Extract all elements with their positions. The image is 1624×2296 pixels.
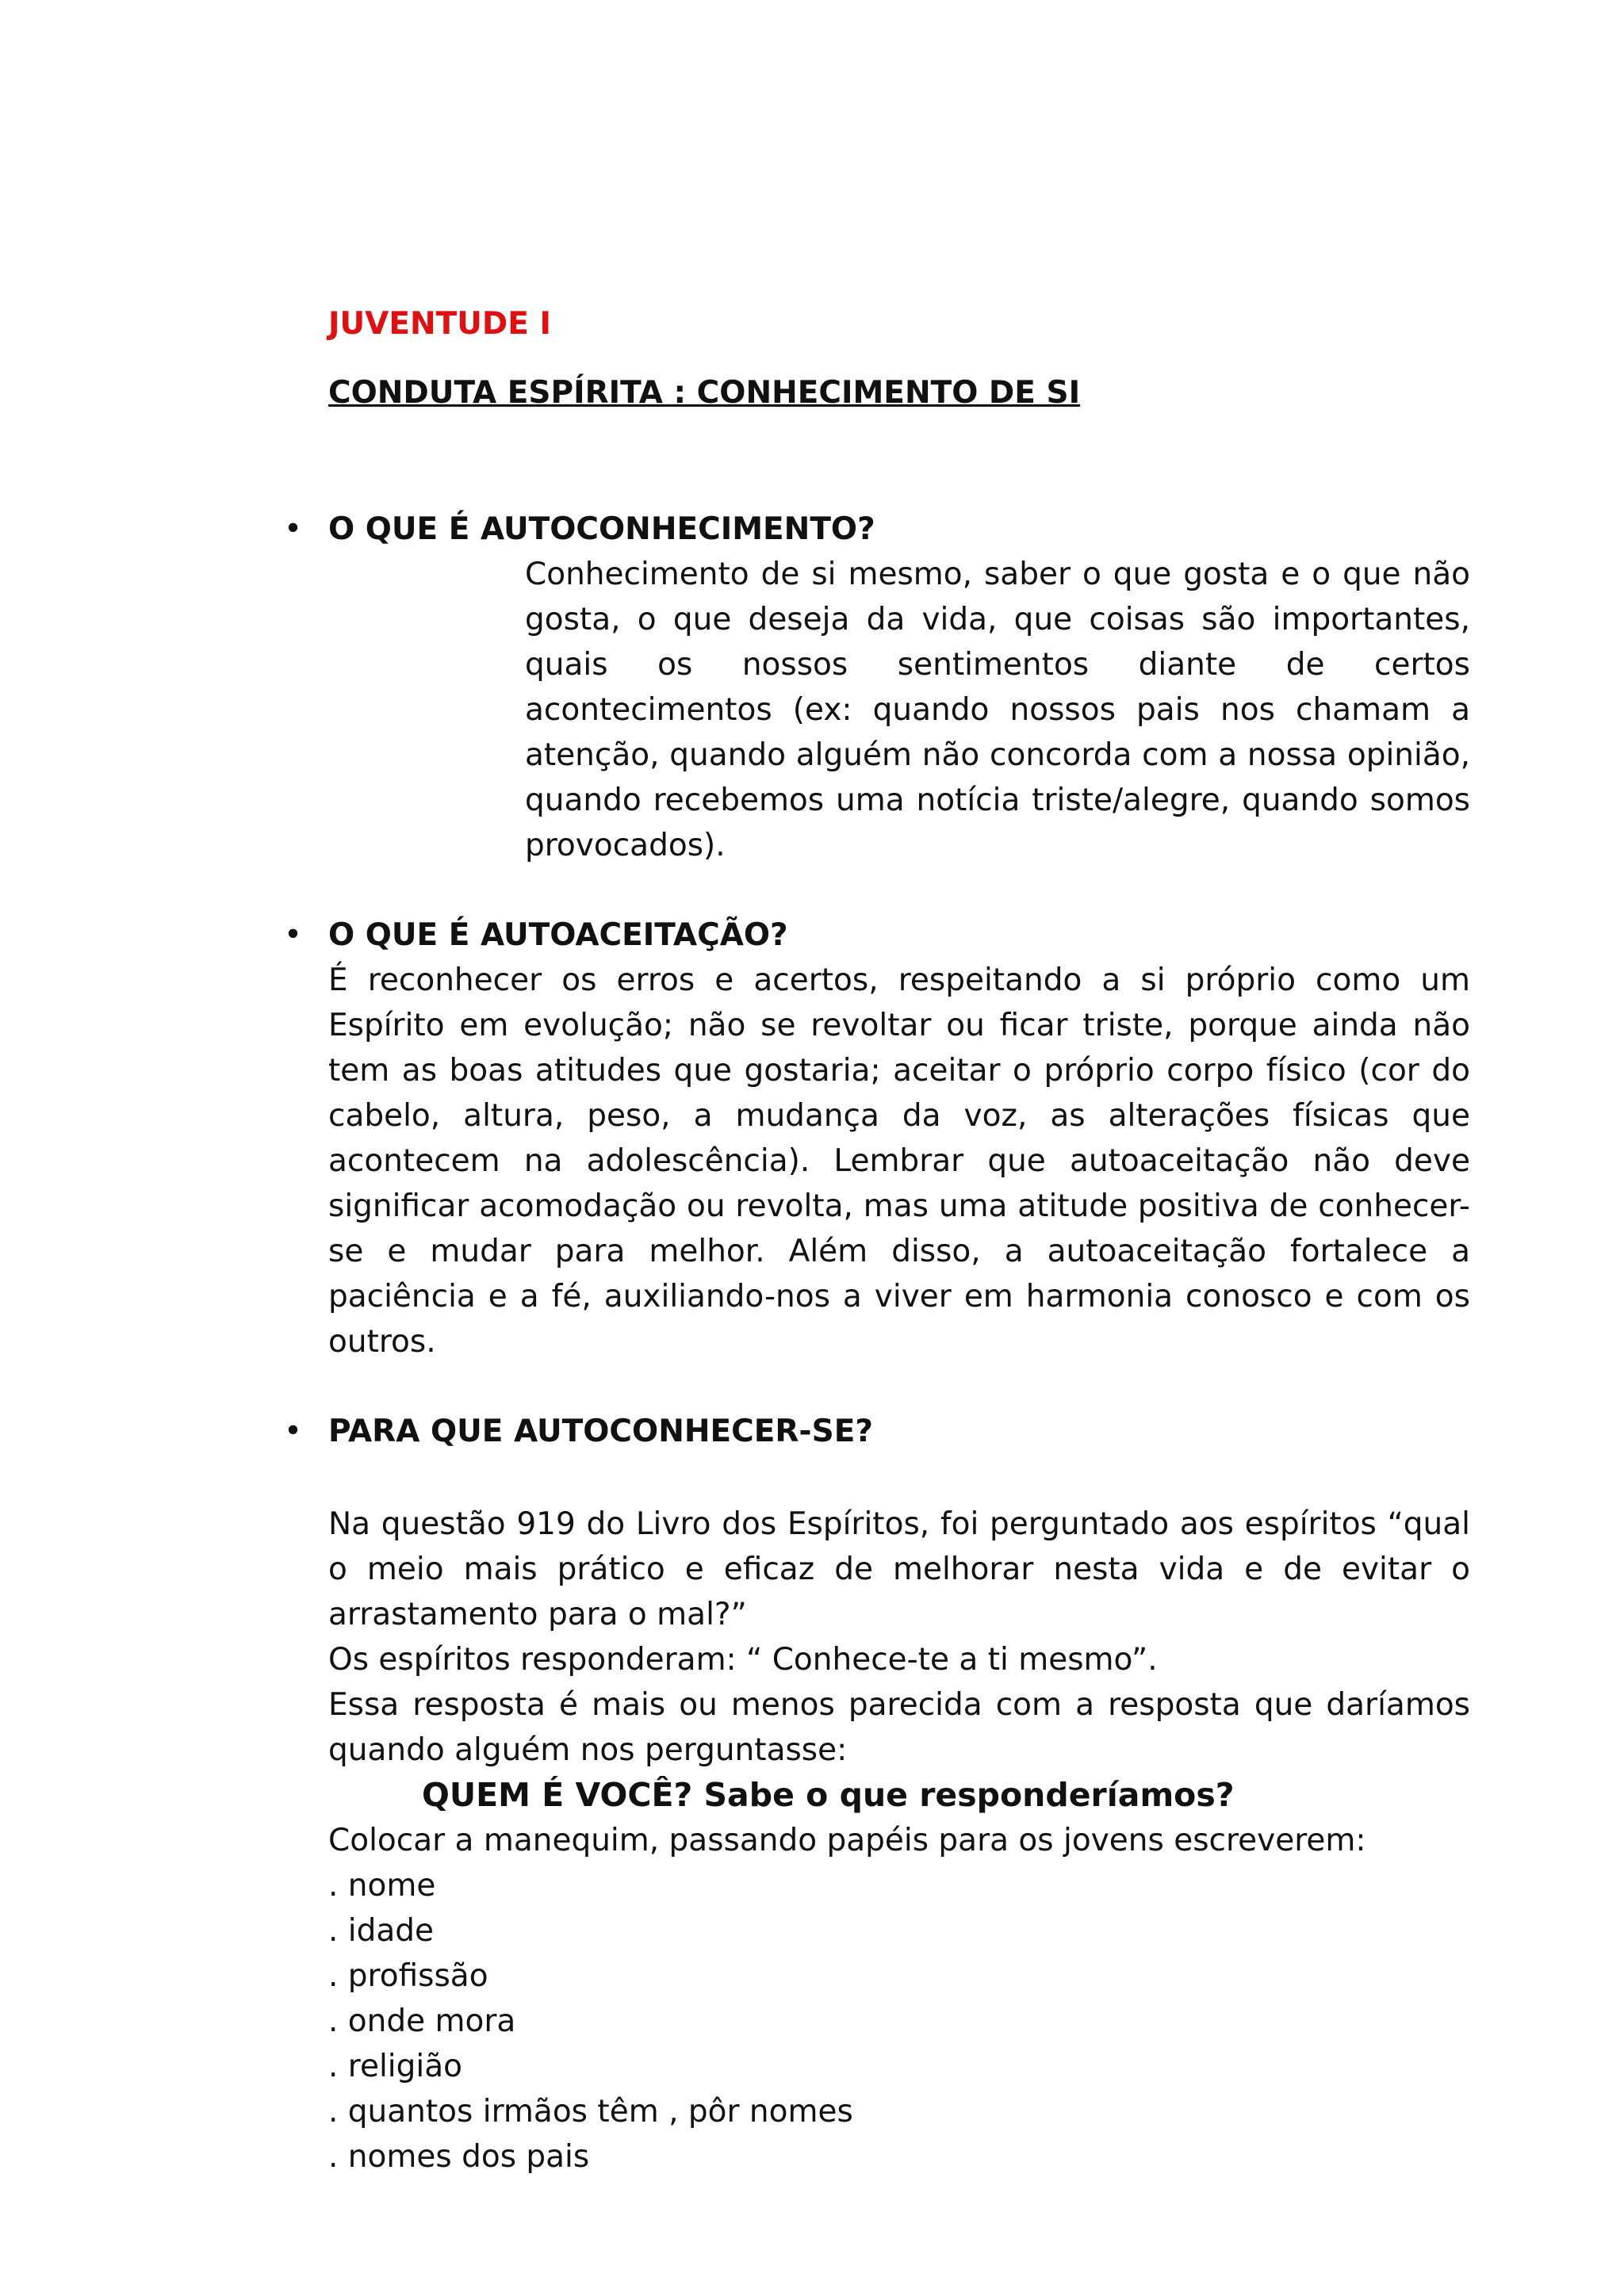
section-autoaceitacao xyxy=(284,913,1470,1364)
section-heading-text: PARA QUE AUTOCONHECER-SE? xyxy=(328,1414,873,1449)
section-heading xyxy=(284,507,1470,552)
section-autoconhecimento xyxy=(284,507,1470,868)
list-item: . profissão xyxy=(328,1958,488,1994)
document-title: JUVENTUDE I xyxy=(328,306,552,342)
section-heading xyxy=(284,1409,1470,1454)
paragraph-question-919: Na questão 919 do Livro dos Espíritos, foi perguntado aos espíritos “qual o meio mais prático e eficaz de melhorar nesta vida e de evitar o arrastamento para o mal?” xyxy=(328,1506,1470,1632)
bullet-icon: • xyxy=(284,1414,303,1449)
question-quem-e-voce: QUEM É VOCÊ? Sabe o que responderíamos? xyxy=(422,1776,1235,1814)
section-heading-text: O QUE É AUTOCONHECIMENTO? xyxy=(328,511,875,547)
bullet-icon: • xyxy=(284,917,303,953)
section-heading xyxy=(284,913,1470,958)
list-item: . nome xyxy=(328,1868,436,1904)
list-item: . quantos irmãos têm , pôr nomes xyxy=(328,2094,853,2130)
paragraph-answer: Os espíritos responderam: “ Conhece-te a ti mesmo”. xyxy=(328,1642,1158,1678)
list-item: . idade xyxy=(328,1913,435,1949)
section-heading-text: O QUE É AUTOACEITAÇÃO? xyxy=(328,917,788,953)
instruction-text: Colocar a manequim, passando papéis para os jovens escreverem: xyxy=(328,1823,1366,1858)
paragraph-comparison: Essa resposta é mais ou menos parecida com a resposta que daríamos quando alguém nos perguntasse: xyxy=(328,1687,1470,1768)
section-body: É reconhecer os erros e acertos, respeitando a si próprio como um Espírito em evolução; não se revoltar ou ficar triste, porque ainda não tem as boas atitudes que gostaria; aceitar o próprio corpo físico (cor do cabelo, altura, peso, a mudança da voz, as alterações físicas que acontecem na adolescência). Lembrar que autoaceitação não deve significar acomodação ou revolta, mas uma atitude positiva de conhecer-se e mudar para melhor. Além disso, a autoaceitação fortalece a paciência e a fé, auxiliando-nos a viver em harmonia conosco e com os outros. xyxy=(328,962,1470,1360)
section-para-que xyxy=(284,1409,1470,2179)
bullet-icon: • xyxy=(284,511,303,547)
document-subtitle: CONDUTA ESPÍRITA : CONHECIMENTO DE SI xyxy=(328,375,1081,411)
list-item: . onde mora xyxy=(328,2003,516,2039)
section-body: Conhecimento de si mesmo, saber o que gosta e o que não gosta, o que deseja da vida, que coisas são importantes, quais os nossos sentimentos diante de certos acontecimentos (ex: quando nossos pais nos chamam a atenção, quando alguém não concorda com a nossa opinião, quando recebemos uma notícia triste/alegre, quando somos provocados). xyxy=(525,557,1470,863)
list-item: . religião xyxy=(328,2049,462,2084)
document-content xyxy=(284,301,1470,2179)
list-item: . nomes dos pais xyxy=(328,2139,590,2175)
